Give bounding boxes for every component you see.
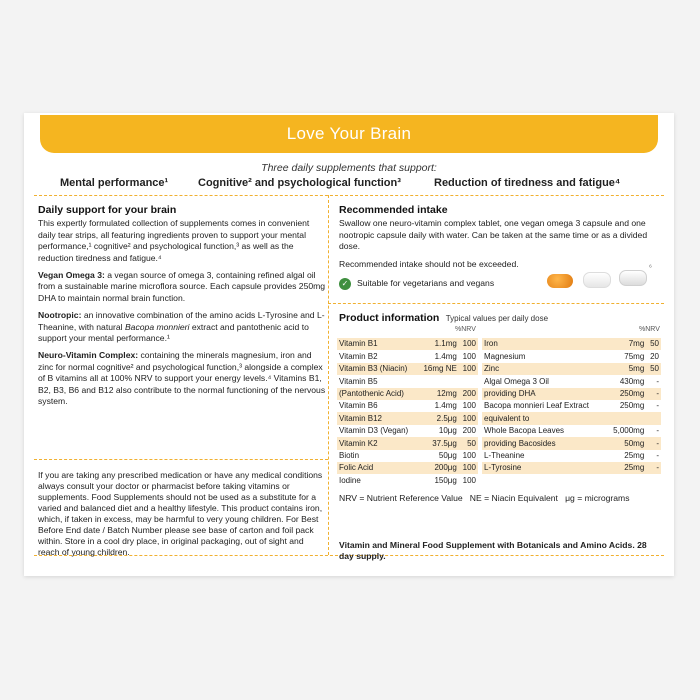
nutrient-amount: 5mg (606, 363, 646, 375)
table-row (337, 425, 478, 437)
table-row (337, 363, 478, 375)
table-row (337, 375, 478, 387)
nootropic-capsule-icon (619, 270, 647, 286)
nrv-header-left: %NRV (455, 326, 476, 334)
nutrient-nrv: - (656, 426, 659, 436)
nutrient-name: Biotin (339, 451, 360, 460)
table-row (337, 338, 478, 350)
nutrient-amount: 150μg (434, 475, 457, 485)
table-row (337, 474, 478, 486)
nutrient-nrv: 100 (459, 338, 478, 350)
neuro-text: containing the minerals magnesium, iron and zinc for normal cognitive² and psychological function,³ alongside a complex of B vitamins all at 100% NRV to support your energy levels.⁴ Vitamins B1, B2, B3, B6 and B12 also contribute to the normal functioning of the nervous system. (38, 350, 326, 407)
table-row (337, 350, 478, 362)
intake-text: Swallow one neuro-vitamin complex tablet, one vegan omega 3 capsule and one nootropic capsule daily with water. Can be taken at the same time or as a divided dose. (339, 218, 648, 252)
nutrient-table-right (482, 338, 661, 474)
nutrient-name: providing DHA (482, 388, 606, 400)
table-row (482, 437, 661, 449)
table-row (337, 400, 478, 412)
nutrient-nrv: 200 (459, 388, 478, 400)
closing-text: Vitamin and Mineral Food Supplement with Botanicals and Amino Acids. 28 day supply. (339, 540, 647, 562)
nutrient-amount (418, 375, 459, 387)
nutrient-nrv: 100 (462, 451, 476, 460)
nutrient-nrv: - (646, 388, 661, 400)
table-row (337, 450, 478, 462)
nutrient-name: Vitamin B6 (339, 401, 378, 411)
nutrient-name: Iron (482, 338, 606, 350)
omega-paragraph (38, 270, 326, 304)
capsules-image (547, 262, 657, 292)
right-divider (328, 303, 664, 304)
check-icon: ✓ (339, 278, 351, 290)
table-row (482, 388, 661, 400)
table-row (482, 425, 661, 437)
table-row (482, 338, 661, 350)
table-row (337, 412, 478, 424)
product-information (339, 312, 661, 503)
nutrient-nrv: 50 (646, 338, 661, 350)
nutrient-name: Magnesium (484, 351, 526, 361)
benefit-mental: Mental performance¹ (60, 177, 169, 189)
nutrient-amount: 25mg (606, 462, 646, 474)
nutrient-amount: 1.1mg (418, 338, 459, 350)
nrv-footnote: NRV = Nutrient Reference Value NE = Niacin Equivalent μg = micrograms (339, 493, 630, 503)
nutrient-name: Vitamin B2 (339, 351, 378, 361)
benefit-tiredness: Reduction of tiredness and fatigue⁴ (434, 177, 621, 189)
benefit-cognitive: Cognitive² and psychological function³ (198, 177, 401, 189)
nutrient-nrv: 100 (459, 363, 478, 375)
nutrient-name: Vitamin B1 (337, 338, 418, 350)
nrv-header-row (339, 324, 661, 336)
nutrient-amount: 16mg NE (418, 363, 459, 375)
nutrient-name: Iodine (339, 475, 361, 485)
table-row (482, 450, 661, 462)
pi-header (339, 313, 661, 324)
table-row (337, 437, 478, 449)
nutrient-nrv (646, 412, 661, 424)
left-column (38, 205, 326, 414)
nutrient-amount: 10μg (438, 426, 457, 436)
nutrient-nrv: 200 (462, 426, 476, 436)
omega-label: Vegan Omega 3: (38, 270, 105, 281)
intake-section (339, 205, 661, 290)
nutrient-amount: 12mg (418, 388, 459, 400)
nutrient-amount: 1.4mg (434, 401, 457, 411)
table-row (482, 412, 661, 424)
nutrient-nrv: 50 (459, 437, 478, 449)
nutrient-name: L-Tyrosine (482, 462, 606, 474)
pi-heading: Product information (339, 312, 440, 324)
table-row (337, 388, 478, 400)
table-row (482, 350, 661, 362)
table-row (482, 375, 661, 387)
nutrient-name: (Pantothenic Acid) (337, 388, 418, 400)
left-divider (34, 459, 328, 460)
nrv-header-right: %NRV (639, 326, 660, 334)
table-row (482, 400, 661, 412)
nutrient-name: Algal Omega 3 Oil (484, 376, 549, 386)
nutrient-amount: 430mg (619, 376, 645, 386)
product-card (24, 113, 674, 576)
vegan-text: Suitable for vegetarians and vegans (357, 278, 495, 289)
nutrient-name: Bacopa monnieri Leaf Extract (484, 401, 589, 411)
nutrient-amount (606, 412, 646, 424)
nutrient-name: Vitamin B12 (337, 412, 418, 424)
pi-note: Typical values per daily dose (445, 314, 549, 323)
nootropic-italic: Bacopa monnieri (124, 321, 190, 332)
warning-text: If you are taking any prescribed medication or have any medical conditions always consult your doctor or pharmacist before taking vitamins or supplements. Food Supplements should not be used as a substitute for a varied and balanced diet and a healthy lifestyle. This product contains iron, which, if taken in excess, may be harmful to very young children. For Best Before End date / Batch Number please see base of carton and foil pack within. Store in a cool dry place, in original packaging, out of sight and reach of young children. (38, 470, 323, 557)
nutrient-amount: 37.5μg (418, 437, 459, 449)
intake-warning: Recommended intake should not be exceeded. (339, 258, 519, 269)
nutrient-nrv (459, 375, 478, 387)
capsule-footnote: ⁶ (649, 264, 652, 271)
nutrient-nrv: 20 (650, 351, 659, 361)
tablet-icon (583, 272, 611, 288)
subtitle: Three daily supplements that support: (261, 162, 437, 174)
nutrient-name: Vitamin B5 (339, 376, 378, 386)
nutrient-nrv: 100 (459, 412, 478, 424)
nutrient-amount: 50mg (606, 437, 646, 449)
nutrient-amount: 250mg (606, 388, 646, 400)
nutrient-nrv: - (656, 401, 659, 411)
intro-text: This expertly formulated collection of supplements comes in convenient daily tear strips, all featuring ingredients proven to support your mental performance,¹ cognitive² and psychological function,³ as well as the reduction tiredness and fatigue.⁴ (38, 218, 310, 263)
omega-text: a vegan source of omega 3, containing refined algal oil from a sustainable marine microflora source. Each capsule provides 250mg DHA to maintain normal brain function. (38, 270, 326, 303)
nutrient-amount: 50μg (438, 451, 457, 460)
table-row (482, 363, 661, 375)
nutrient-amount: 250mg (619, 401, 645, 411)
nutrient-name: Zinc (482, 363, 606, 375)
nutrient-name: providing Bacosides (482, 437, 606, 449)
nutrient-name: L-Theanine (484, 451, 525, 460)
nutrient-nrv: 100 (462, 351, 476, 361)
table-row (337, 462, 478, 474)
neuro-paragraph (38, 350, 326, 407)
nutrient-name: Whole Bacopa Leaves (484, 426, 565, 436)
nootropic-text-a: an innovative combination of the amino acids L-Tyrosine and L-Theanine, with natural (38, 310, 325, 332)
nutrient-name: Folic Acid (337, 462, 418, 474)
nutrient-amount: 5,000mg (613, 426, 645, 436)
nutrient-nrv: - (656, 376, 659, 386)
column-divider (328, 195, 329, 555)
neuro-label: Neuro-Vitamin Complex: (38, 350, 139, 361)
nootropic-paragraph (38, 310, 326, 344)
nootropic-text-b: extract and pantothenic acid to support your mental performance.¹ (38, 321, 309, 344)
nutrient-nrv: - (646, 437, 661, 449)
nutrient-amount: 200μg (418, 462, 459, 474)
nutrient-amount: 7mg (606, 338, 646, 350)
nutrient-amount: 2.5μg (418, 412, 459, 424)
nutrient-table-left (337, 338, 478, 487)
banner-title: Love Your Brain (40, 115, 658, 153)
nutrient-name: Vitamin K2 (337, 437, 418, 449)
nutrient-name: Vitamin D3 (Vegan) (339, 426, 409, 436)
omega-capsule-icon (547, 274, 573, 288)
nutrient-nrv: - (656, 451, 659, 460)
nutrient-nrv: 100 (459, 462, 478, 474)
nutrient-nrv: 50 (646, 363, 661, 375)
top-divider (34, 195, 664, 196)
nutrient-name: equivalent to (482, 412, 606, 424)
nutrient-name: Vitamin B3 (Niacin) (337, 363, 418, 375)
nootropic-label: Nootropic: (38, 310, 82, 321)
intake-heading: Recommended intake (339, 204, 448, 216)
nutrient-nrv: 100 (462, 475, 476, 485)
nutrient-nrv: 100 (462, 401, 476, 411)
nutrient-amount: 1.4mg (434, 351, 457, 361)
daily-support-heading: Daily support for your brain (38, 204, 177, 216)
nutrient-nrv: - (646, 462, 661, 474)
table-row (482, 462, 661, 474)
nutrient-amount: 25mg (624, 451, 645, 460)
nutrient-amount: 75mg (624, 351, 645, 361)
